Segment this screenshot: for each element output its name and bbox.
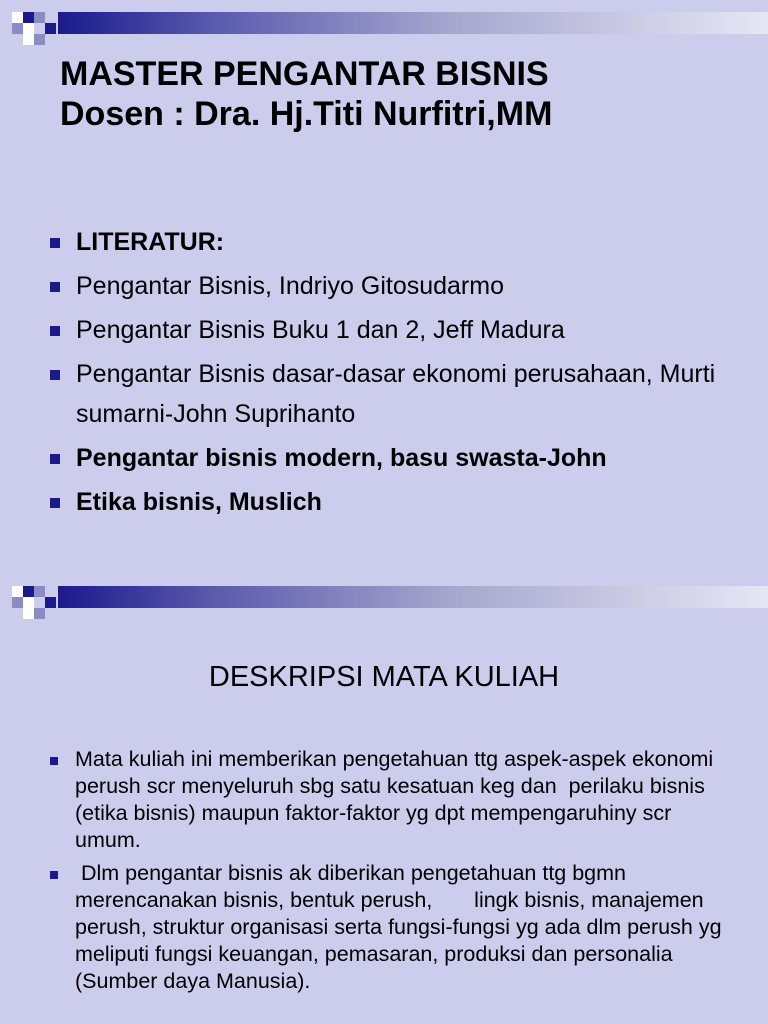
bullet-item	[0, 482, 746, 522]
square-bullet-icon	[50, 238, 60, 248]
section-heading: DESKRIPSI MATA KULIAH	[208, 661, 560, 693]
bullet-item	[0, 860, 735, 995]
bullet-text: Etika bisnis, Muslich	[76, 488, 322, 516]
square-bullet-icon	[50, 326, 60, 336]
decor-square	[23, 586, 34, 597]
decor-square	[23, 12, 34, 23]
bullet-item	[0, 746, 735, 854]
square-bullet-icon	[50, 370, 60, 380]
decor-square	[45, 597, 56, 608]
bullet-item	[0, 438, 746, 478]
decor-square	[12, 586, 23, 597]
decor-square	[12, 597, 23, 608]
decor-square	[23, 34, 34, 45]
decor-square	[45, 23, 56, 34]
bullet-text: LITERATUR:	[76, 228, 225, 256]
title-line-1: MASTER PENGANTAR BISNIS	[60, 55, 549, 93]
title-bar-decoration	[0, 0, 768, 48]
square-bullet-icon	[50, 757, 58, 765]
bullet-item	[0, 354, 746, 434]
gradient-bar	[58, 12, 768, 34]
bullet-item	[0, 222, 746, 262]
square-bullet-icon	[50, 282, 60, 292]
bullet-item	[0, 266, 746, 306]
square-bullet-icon	[50, 498, 60, 508]
decor-square	[23, 608, 34, 619]
title-bar-decoration	[0, 574, 768, 622]
literature-list	[0, 222, 746, 526]
bullet-item	[0, 310, 746, 350]
bullet-text: Pengantar Bisnis Buku 1 dan 2, Jeff Madura	[76, 316, 565, 344]
decor-square	[34, 34, 45, 45]
slide-title	[60, 54, 552, 134]
gradient-bar	[58, 586, 768, 608]
decor-square	[34, 12, 45, 23]
decor-square	[12, 12, 23, 23]
bullet-text: Pengantar Bisnis, Indriyo Gitosudarmo	[76, 272, 504, 300]
square-bullet-icon	[50, 454, 60, 464]
bullet-text: Pengantar Bisnis dasar-dasar ekonomi perusahaan, Murti sumarni-John Suprihanto	[76, 360, 716, 428]
decor-square	[34, 586, 45, 597]
square-bullet-icon	[50, 871, 58, 879]
decor-square	[12, 23, 23, 34]
bullet-text: Pengantar bisnis modern, basu swasta-John	[76, 444, 607, 472]
bullet-text: Dlm pengantar bisnis ak diberikan pengetahuan ttg bgmn merencanakan bisnis, bentuk perush, lingk bisnis, manajemen perush, struktur organisasi serta fungsi-fungsi yg ada dlm perush yg meliputi fungsi keuangan, pemasaran, produksi dan personalia (Sumber daya Manusia).	[75, 861, 728, 993]
slide-deskripsi	[0, 574, 768, 1024]
decor-square	[23, 597, 34, 608]
decor-square	[23, 23, 34, 34]
decor-square	[34, 608, 45, 619]
title-line-2: Dosen : Dra. Hj.Titi Nurfitri,MM	[60, 95, 553, 133]
description-list	[0, 746, 735, 1001]
bullet-text: Mata kuliah ini memberikan pengetahuan ttg aspek-aspek ekonomi perush scr menyeluruh sbg satu kesatuan keg dan perilaku bisnis (etika bisnis) maupun faktor-faktor yg dpt mempengaruhiny scr umum.	[75, 747, 720, 852]
